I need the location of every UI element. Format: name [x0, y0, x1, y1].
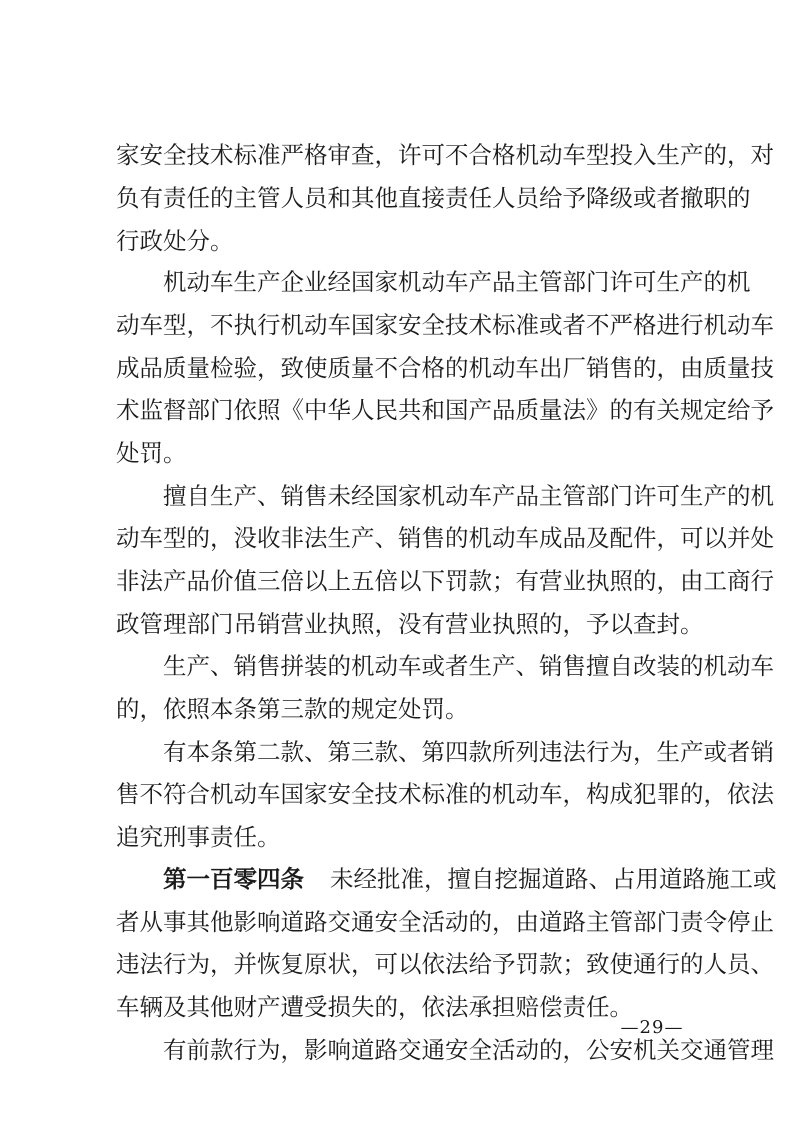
text-line: 机动车生产企业经国家机动车产品主管部门许可生产的机 [163, 268, 751, 296]
text-line: 政管理部门吊销营业执照，没有营业执照的，予以查封。 [116, 610, 704, 638]
text-line: 有前款行为，影响道路交通安全活动的，公安机关交通管理 [163, 1036, 774, 1064]
text-line: 违法行为，并恢复原状，可以依法给予罚款；致使通行的人员、 [116, 950, 774, 978]
article-line [163, 861, 777, 897]
text-line: 非法产品价值三倍以上五倍以下罚款；有营业执照的，由工商行 [116, 567, 774, 595]
text-line: 动车型的，没收非法生产、销售的机动车成品及配件，可以并处 [116, 524, 774, 552]
article-heading: 第一百零四条 [163, 865, 304, 893]
text-line: 行政处分。 [116, 227, 234, 255]
text-line: 处罚。 [116, 439, 187, 467]
text-line: 者从事其他影响道路交通安全活动的，由道路主管部门责令停止 [116, 908, 774, 936]
text-line: 负有责任的主管人员和其他直接责任人员给予降级或者撤职的 [116, 184, 751, 212]
text-line: 成品质量检验，致使质量不合格的机动车出厂销售的，由质量技 [116, 354, 774, 382]
text-line: 擅自生产、销售未经国家机动车产品主管部门许可生产的机 [163, 482, 774, 510]
text-line: 的，依照本条第三款的规定处罚。 [116, 695, 469, 723]
page-number: —29— [620, 1017, 684, 1038]
text-line: 术监督部门依照《中华人民共和国产品质量法》的有关规定给予 [116, 396, 774, 424]
text-line: 售不符合机动车国家安全技术标准的机动车，构成犯罪的，依法 [116, 780, 774, 808]
text-line: 车辆及其他财产遭受损失的，依法承担赔偿责任。 [116, 993, 633, 1021]
article-text: 未经批准，擅自挖掘道路、占用道路施工或 [330, 865, 777, 893]
text-line: 有本条第二款、第三款、第四款所列违法行为，生产或者销 [163, 738, 774, 766]
text-line: 家安全技术标准严格审查，许可不合格机动车型投入生产的，对 [116, 141, 774, 169]
text-line: 追究刑事责任。 [116, 823, 281, 851]
text-line: 生产、销售拼装的机动车或者生产、销售擅自改装的机动车 [163, 652, 774, 680]
text-line: 动车型，不执行机动车国家安全技术标准或者不严格进行机动车 [116, 311, 774, 339]
